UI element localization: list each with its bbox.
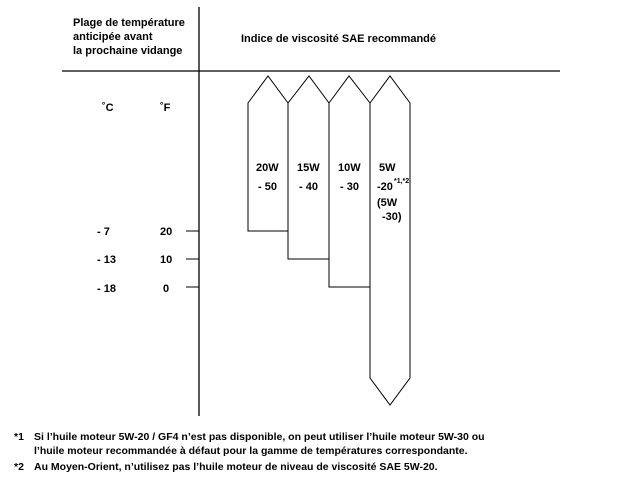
celsius-value-2: - 13 xyxy=(97,254,116,266)
footnote-2 xyxy=(14,460,614,474)
grade-label-15w-line-2: - 40 xyxy=(299,181,318,193)
fahrenheit-unit-label: ˚F xyxy=(160,102,171,114)
temperature-header-line-1: Plage de température xyxy=(73,17,185,29)
viscosity-header: Indice de viscosité SAE recommandé xyxy=(241,33,437,45)
grade-label-10w-line-2: - 30 xyxy=(340,181,359,193)
footnotes xyxy=(14,430,614,474)
grade-arrow-20w-50 xyxy=(248,76,288,231)
grade-label-5w-footnote-ref: *1,*2 xyxy=(394,178,410,185)
footnote-2-marker: *2 xyxy=(14,461,24,473)
temperature-header-line-2: anticipée avant xyxy=(73,31,153,43)
celsius-value-3: - 18 xyxy=(97,283,116,295)
fahrenheit-value-3: 0 xyxy=(163,283,170,295)
footnote-1-line-1: Si l’huile moteur 5W-20 / GF4 n’est pas disponible, on peut utiliser l’huile moteur 5W-30 ou xyxy=(34,431,485,443)
grade-label-20w-line-1: 20W xyxy=(256,162,279,174)
grade-arrow-5w-20 xyxy=(370,76,410,405)
footnote-1-marker: *1 xyxy=(14,431,24,443)
fahrenheit-value-2: 10 xyxy=(160,254,173,266)
grade-label-5w-alt-line-2: -30) xyxy=(382,211,402,223)
grade-label-20w-line-2: - 50 xyxy=(258,181,277,193)
grade-label-5w-line-2: -20 xyxy=(377,181,393,193)
fahrenheit-value-1: 20 xyxy=(160,226,173,238)
footnote-1-line-2: l’huile moteur recommandée à défaut pour la gamme de températures correspondante. xyxy=(34,445,468,457)
celsius-unit-label: ˚C xyxy=(102,102,114,114)
temperature-header-line-3: la prochaine vidange xyxy=(73,45,183,57)
grade-label-15w-line-1: 15W xyxy=(297,162,320,174)
footnote-2-line-1: Au Moyen-Orient, n’utilisez pas l’huile moteur de niveau de viscosité SAE 5W-20. xyxy=(34,461,438,473)
grade-label-5w-alt-line-1: (5W xyxy=(377,197,398,209)
grade-label-10w-line-1: 10W xyxy=(338,162,361,174)
grade-label-5w-line-1: 5W xyxy=(379,162,396,174)
footnote-1 xyxy=(14,430,614,458)
celsius-value-1: - 7 xyxy=(97,226,110,238)
